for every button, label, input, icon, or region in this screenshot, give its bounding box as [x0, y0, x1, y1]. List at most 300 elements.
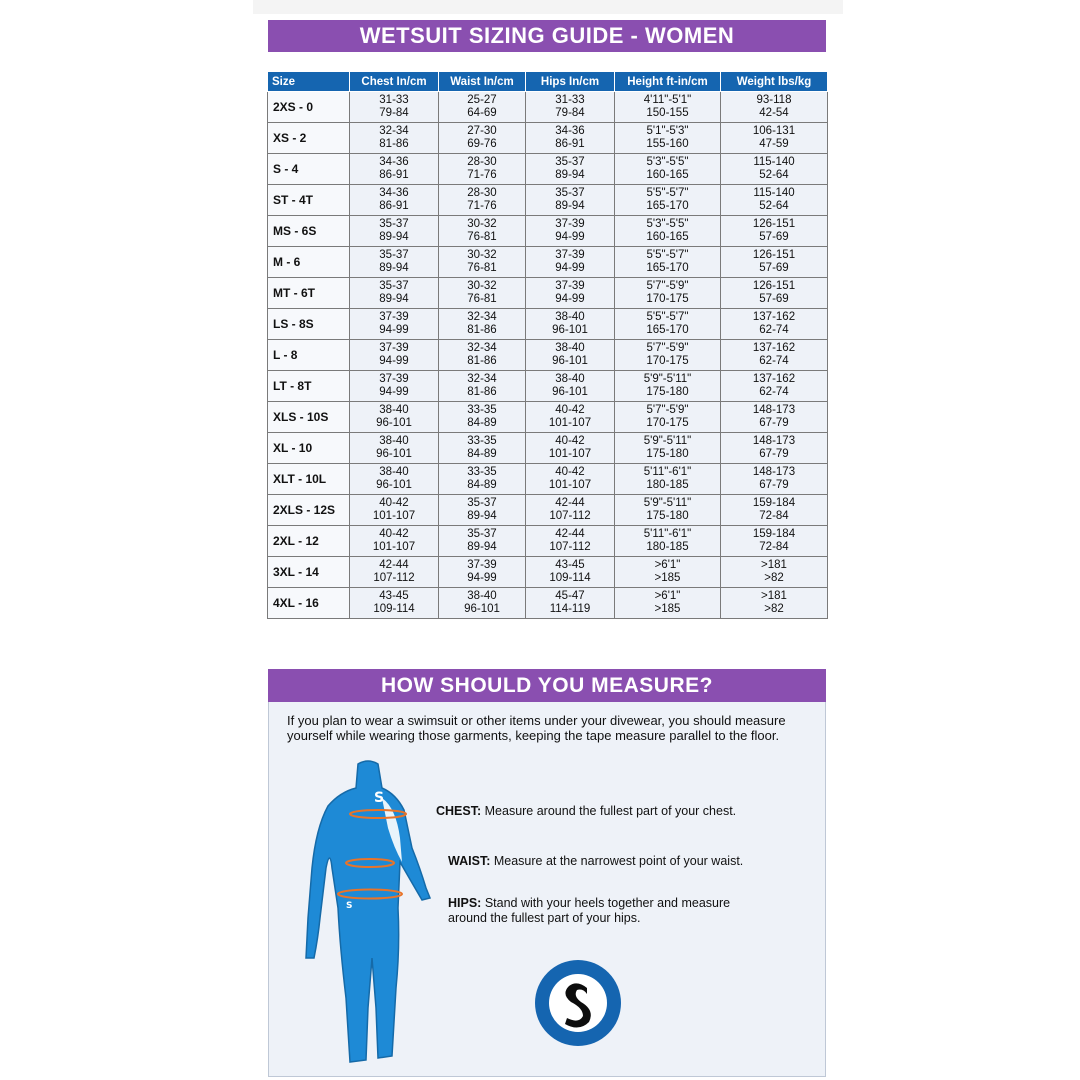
size-row: [268, 433, 828, 464]
measurement-cell: [439, 526, 526, 557]
cell-value: 81-86: [467, 324, 497, 336]
cell-value: 34-36: [379, 156, 409, 168]
cell-value: 38-40: [379, 435, 409, 447]
cell-value: >181: [761, 559, 787, 571]
size-row: [268, 247, 828, 278]
measurement-cell: [721, 371, 828, 402]
measurement-cell: [350, 526, 439, 557]
cell-value: 35-37: [379, 218, 409, 230]
cell-value: >6'1": [654, 590, 681, 602]
cell-value: 4XL - 16: [273, 595, 319, 610]
measurement-cell: [439, 185, 526, 216]
cell-value: 94-99: [379, 355, 409, 367]
cell-value: 40-42: [379, 497, 409, 509]
size-cell: [268, 278, 350, 309]
measurement-cell: [721, 433, 828, 464]
cell-value: 86-91: [379, 169, 409, 181]
measurement-cell: [439, 216, 526, 247]
cell-value: 107-112: [373, 572, 415, 584]
cell-value: 43-45: [555, 559, 585, 571]
cell-value: 137-162: [752, 373, 796, 385]
cell-value: 28-30: [467, 156, 497, 168]
cell-value: 45-47: [555, 590, 585, 602]
cell-value: 27-30: [467, 125, 497, 137]
size-cell: [268, 402, 350, 433]
cell-value: 94-99: [467, 572, 497, 584]
cell-value: 35-37: [555, 187, 585, 199]
cell-value: 175-180: [646, 448, 689, 460]
measurement-cell: [526, 495, 615, 526]
column-header: Weight lbs/kg: [721, 72, 828, 92]
cell-value: 86-91: [379, 200, 409, 212]
measurement-cell: [615, 92, 721, 123]
measurement-cell: [721, 309, 828, 340]
size-row: [268, 278, 828, 309]
size-cell: [268, 309, 350, 340]
cell-value: XS - 2: [273, 130, 307, 145]
cell-value: 160-165: [646, 169, 689, 181]
cell-value: 89-94: [467, 510, 497, 522]
size-cell: [268, 216, 350, 247]
cell-value: 32-34: [467, 311, 497, 323]
measurement-cell: [721, 588, 828, 619]
cell-value: 150-155: [646, 107, 689, 119]
cell-value: 96-101: [552, 386, 588, 398]
cell-value: 89-94: [379, 293, 409, 305]
cell-value: 84-89: [467, 448, 497, 460]
cell-value: 38-40: [379, 466, 409, 478]
measurement-cell: [439, 464, 526, 495]
cell-value: 101-107: [372, 510, 416, 522]
cell-value: M - 6: [273, 254, 301, 269]
measurement-cell: [350, 309, 439, 340]
cell-value: 32-34: [467, 373, 497, 385]
size-cell: [268, 557, 350, 588]
cell-value: >82: [764, 572, 784, 584]
cell-value: 126-151: [752, 249, 796, 261]
measurement-cell: [615, 402, 721, 433]
cell-value: 101-107: [548, 417, 592, 429]
cell-value: >185: [654, 572, 681, 584]
measurement-cell: [526, 92, 615, 123]
measurement-cell: [615, 154, 721, 185]
cell-value: 180-185: [646, 541, 689, 553]
size-row: [268, 92, 828, 123]
hips-instruction: [448, 896, 778, 926]
size-cell: [268, 247, 350, 278]
cell-value: 89-94: [555, 200, 585, 212]
cell-value: 30-32: [467, 280, 497, 292]
chest-label: CHEST:: [436, 804, 482, 818]
measurement-cell: [439, 433, 526, 464]
cell-value: 148-173: [752, 435, 796, 447]
cell-value: 52-64: [759, 169, 789, 181]
measurement-cell: [721, 495, 828, 526]
measurement-cell: [350, 278, 439, 309]
cell-value: 37-39: [467, 559, 497, 571]
cell-value: 180-185: [646, 479, 689, 491]
cell-value: 81-86: [467, 386, 497, 398]
cell-value: 137-162: [752, 342, 796, 354]
cell-value: 72-84: [759, 510, 789, 522]
cell-value: 126-151: [752, 218, 796, 230]
size-row: [268, 588, 828, 619]
measurement-cell: [439, 123, 526, 154]
cell-value: 137-162: [752, 311, 796, 323]
cell-value: 114-119: [549, 603, 591, 615]
cell-value: 5'9"-5'11": [643, 373, 692, 385]
cell-value: 5'7"-5'9": [646, 342, 689, 354]
cell-value: XLT - 10L: [273, 471, 327, 486]
cell-value: 94-99: [379, 386, 409, 398]
measurement-cell: [439, 495, 526, 526]
cell-value: 28-30: [467, 187, 497, 199]
cell-value: 67-79: [759, 417, 789, 429]
cell-value: 64-69: [467, 107, 497, 119]
measurement-cell: [721, 185, 828, 216]
cell-value: 67-79: [759, 479, 789, 491]
cell-value: 5'3"-5'5": [646, 156, 689, 168]
cell-value: 159-184: [752, 528, 796, 540]
size-row: [268, 309, 828, 340]
cell-value: 175-180: [646, 386, 689, 398]
cell-value: 5'7"-5'9": [646, 280, 689, 292]
cell-value: 89-94: [467, 541, 497, 553]
cell-value: 159-184: [752, 497, 796, 509]
cell-value: 69-76: [467, 138, 497, 150]
cell-value: 38-40: [555, 342, 585, 354]
cell-value: 96-101: [376, 479, 412, 491]
cell-value: 107-112: [549, 541, 591, 553]
measurement-cell: [615, 309, 721, 340]
measurement-cell: [439, 402, 526, 433]
waist-instruction: [448, 854, 743, 869]
cell-value: 25-27: [467, 94, 497, 106]
measurement-cell: [526, 340, 615, 371]
measurement-cell: [350, 464, 439, 495]
measurement-cell: [615, 526, 721, 557]
measurement-cell: [439, 340, 526, 371]
cell-value: 5'1"-5'3": [646, 125, 689, 137]
measurement-cell: [526, 464, 615, 495]
size-table-header: [268, 72, 828, 92]
cell-value: >82: [764, 603, 784, 615]
cell-value: 4'11"-5'1": [643, 94, 692, 106]
measurement-cell: [439, 278, 526, 309]
size-row: [268, 123, 828, 154]
measurement-cell: [615, 464, 721, 495]
cell-value: 2XL - 12: [273, 533, 319, 548]
size-cell: [268, 123, 350, 154]
chest-text: Measure around the fullest part of your chest.: [481, 804, 737, 818]
measurement-cell: [350, 588, 439, 619]
cell-value: 3XL - 14: [273, 564, 319, 579]
cell-value: 115-140: [753, 156, 795, 168]
cell-value: 170-175: [646, 355, 689, 367]
cell-value: 40-42: [555, 404, 585, 416]
measurement-cell: [526, 154, 615, 185]
cell-value: 109-114: [373, 603, 415, 615]
measurement-cell: [350, 92, 439, 123]
wetsuit-figure: [296, 758, 446, 1068]
cell-value: 33-35: [467, 466, 497, 478]
measurement-cell: [721, 123, 828, 154]
size-cell: [268, 185, 350, 216]
size-table: [267, 71, 828, 619]
size-row: [268, 216, 828, 247]
measurement-cell: [439, 309, 526, 340]
cell-value: 37-39: [555, 280, 585, 292]
measurement-cell: [439, 588, 526, 619]
measure-intro: [287, 713, 817, 743]
cell-value: 57-69: [759, 262, 789, 274]
measurement-cell: [526, 247, 615, 278]
size-cell: [268, 340, 350, 371]
cell-value: 5'11"-6'1": [643, 466, 692, 478]
measurement-cell: [721, 92, 828, 123]
cell-value: 5'5"-5'7": [646, 249, 689, 261]
size-row: [268, 154, 828, 185]
cell-value: 165-170: [646, 324, 689, 336]
cell-value: MS - 6S: [273, 223, 317, 238]
cell-value: MT - 6T: [273, 285, 315, 300]
measurement-cell: [721, 154, 828, 185]
cell-value: 96-101: [552, 324, 588, 336]
measurement-cell: [526, 402, 615, 433]
svg-text:S: S: [346, 901, 353, 911]
size-cell: [268, 92, 350, 123]
cell-value: 38-40: [379, 404, 409, 416]
column-header: Size: [268, 72, 350, 92]
column-header: Chest In/cm: [350, 72, 439, 92]
measurement-cell: [615, 557, 721, 588]
cell-value: 94-99: [555, 262, 585, 274]
cell-value: 62-74: [759, 355, 789, 367]
measurement-cell: [350, 557, 439, 588]
measurement-cell: [526, 588, 615, 619]
measurement-cell: [526, 557, 615, 588]
cell-value: 5'3"-5'5": [646, 218, 689, 230]
cell-value: 40-42: [555, 435, 585, 447]
cell-value: 106-131: [752, 125, 796, 137]
cell-value: 165-170: [646, 262, 689, 274]
cell-value: 62-74: [759, 386, 789, 398]
cell-value: LT - 8T: [273, 378, 312, 393]
cell-value: 35-37: [467, 497, 497, 509]
cell-value: 101-107: [548, 479, 592, 491]
cell-value: 94-99: [379, 324, 409, 336]
cell-value: 101-107: [372, 541, 416, 553]
top-strip: [253, 0, 843, 14]
size-cell: [268, 588, 350, 619]
measurement-cell: [350, 371, 439, 402]
measurement-cell: [615, 495, 721, 526]
cell-value: 170-175: [646, 293, 689, 305]
sizing-guide-title: WETSUIT SIZING GUIDE - WOMEN: [268, 20, 826, 52]
cell-value: 42-44: [555, 528, 585, 540]
cell-value: 5'7"-5'9": [646, 404, 689, 416]
measurement-cell: [721, 247, 828, 278]
cell-value: XLS - 10S: [273, 409, 329, 424]
measurement-cell: [615, 278, 721, 309]
measurement-cell: [721, 340, 828, 371]
cell-value: 76-81: [467, 262, 497, 274]
cell-value: 81-86: [467, 355, 497, 367]
intro-line: yourself while wearing those garments, keeping the tape measure parallel to the floor.: [287, 728, 780, 743]
cell-value: 126-151: [752, 280, 796, 292]
cell-value: 31-33: [555, 94, 585, 106]
size-cell: [268, 433, 350, 464]
cell-value: 67-79: [759, 448, 789, 460]
cell-value: 160-165: [646, 231, 689, 243]
measurement-cell: [721, 557, 828, 588]
cell-value: 96-101: [376, 448, 412, 460]
cell-value: 31-33: [379, 94, 409, 106]
cell-value: 35-37: [379, 249, 409, 261]
size-cell: [268, 154, 350, 185]
cell-value: 71-76: [467, 200, 497, 212]
measurement-cell: [350, 402, 439, 433]
cell-value: 109-114: [549, 572, 591, 584]
cell-value: 32-34: [467, 342, 497, 354]
chest-instruction: [436, 804, 736, 819]
cell-value: 76-81: [467, 293, 497, 305]
cell-value: >181: [761, 590, 787, 602]
measurement-cell: [526, 185, 615, 216]
size-cell: [268, 495, 350, 526]
cell-value: 33-35: [467, 435, 497, 447]
measurement-cell: [615, 185, 721, 216]
cell-value: 155-160: [646, 138, 689, 150]
measurement-cell: [526, 433, 615, 464]
cell-value: 84-89: [467, 417, 497, 429]
hips-text: around the fullest part of your hips.: [448, 911, 641, 925]
cell-value: 76-81: [467, 231, 497, 243]
column-header: Waist In/cm: [439, 72, 526, 92]
measurement-cell: [526, 123, 615, 154]
cell-value: 34-36: [379, 187, 409, 199]
measurement-cell: [721, 402, 828, 433]
cell-value: ST - 4T: [273, 192, 314, 207]
cell-value: 115-140: [753, 187, 795, 199]
cell-value: 52-64: [759, 200, 789, 212]
cell-value: S - 4: [273, 161, 299, 176]
size-row: [268, 495, 828, 526]
cell-value: 175-180: [646, 510, 689, 522]
cell-value: 79-84: [555, 107, 585, 119]
measurement-cell: [350, 185, 439, 216]
cell-value: 40-42: [555, 466, 585, 478]
cell-value: 57-69: [759, 293, 789, 305]
cell-value: 35-37: [379, 280, 409, 292]
cell-value: 40-42: [379, 528, 409, 540]
size-row: [268, 402, 828, 433]
measurement-cell: [350, 495, 439, 526]
cell-value: 42-44: [555, 497, 585, 509]
cell-value: 81-86: [379, 138, 409, 150]
waist-label: WAIST:: [448, 854, 491, 868]
cell-value: 30-32: [467, 249, 497, 261]
cell-value: >6'1": [654, 559, 681, 571]
measurement-cell: [526, 278, 615, 309]
cell-value: L - 8: [273, 347, 298, 362]
cell-value: 42-44: [379, 559, 409, 571]
measurement-cell: [526, 371, 615, 402]
measurement-cell: [615, 216, 721, 247]
size-cell: [268, 371, 350, 402]
measurement-cell: [526, 309, 615, 340]
cell-value: 47-59: [759, 138, 789, 150]
cell-value: 35-37: [555, 156, 585, 168]
cell-value: >185: [654, 603, 681, 615]
cell-value: 94-99: [555, 293, 585, 305]
measurement-cell: [615, 371, 721, 402]
measurement-cell: [439, 154, 526, 185]
cell-value: 94-99: [555, 231, 585, 243]
measurement-cell: [615, 123, 721, 154]
cell-value: 89-94: [379, 231, 409, 243]
cell-value: 79-84: [379, 107, 409, 119]
cell-value: 43-45: [379, 590, 409, 602]
scubapro-logo-icon: [533, 958, 623, 1048]
cell-value: 38-40: [555, 373, 585, 385]
size-row: [268, 185, 828, 216]
cell-value: 96-101: [464, 603, 500, 615]
cell-value: 33-35: [467, 404, 497, 416]
measurement-cell: [721, 278, 828, 309]
measurement-cell: [721, 526, 828, 557]
column-header: Height ft-in/cm: [615, 72, 721, 92]
measurement-cell: [615, 340, 721, 371]
measurement-cell: [350, 433, 439, 464]
svg-text:S: S: [374, 790, 385, 806]
measurement-cell: [439, 247, 526, 278]
cell-value: 101-107: [548, 448, 592, 460]
measurement-cell: [721, 216, 828, 247]
measurement-cell: [350, 216, 439, 247]
cell-value: 32-34: [379, 125, 409, 137]
cell-value: 5'9"-5'11": [643, 435, 692, 447]
measurement-cell: [439, 557, 526, 588]
cell-value: 37-39: [379, 342, 409, 354]
size-row: [268, 526, 828, 557]
size-row: [268, 464, 828, 495]
cell-value: 2XLS - 12S: [273, 502, 336, 517]
measurement-cell: [526, 216, 615, 247]
cell-value: LS - 8S: [273, 316, 314, 331]
measurement-cell: [615, 433, 721, 464]
cell-value: 148-173: [752, 404, 796, 416]
cell-value: 84-89: [467, 479, 497, 491]
measurement-cell: [350, 154, 439, 185]
cell-value: 34-36: [555, 125, 585, 137]
cell-value: 5'9"-5'11": [643, 497, 692, 509]
cell-value: 96-101: [376, 417, 412, 429]
cell-value: 37-39: [555, 249, 585, 261]
cell-value: 37-39: [379, 311, 409, 323]
cell-value: 57-69: [759, 231, 789, 243]
cell-value: 89-94: [555, 169, 585, 181]
measurement-cell: [350, 247, 439, 278]
cell-value: 5'5"-5'7": [646, 187, 689, 199]
cell-value: 96-101: [552, 355, 588, 367]
cell-value: 38-40: [467, 590, 497, 602]
measurement-cell: [615, 588, 721, 619]
cell-value: 170-175: [646, 417, 689, 429]
cell-value: 148-173: [752, 466, 796, 478]
cell-value: 30-32: [467, 218, 497, 230]
cell-value: 37-39: [379, 373, 409, 385]
